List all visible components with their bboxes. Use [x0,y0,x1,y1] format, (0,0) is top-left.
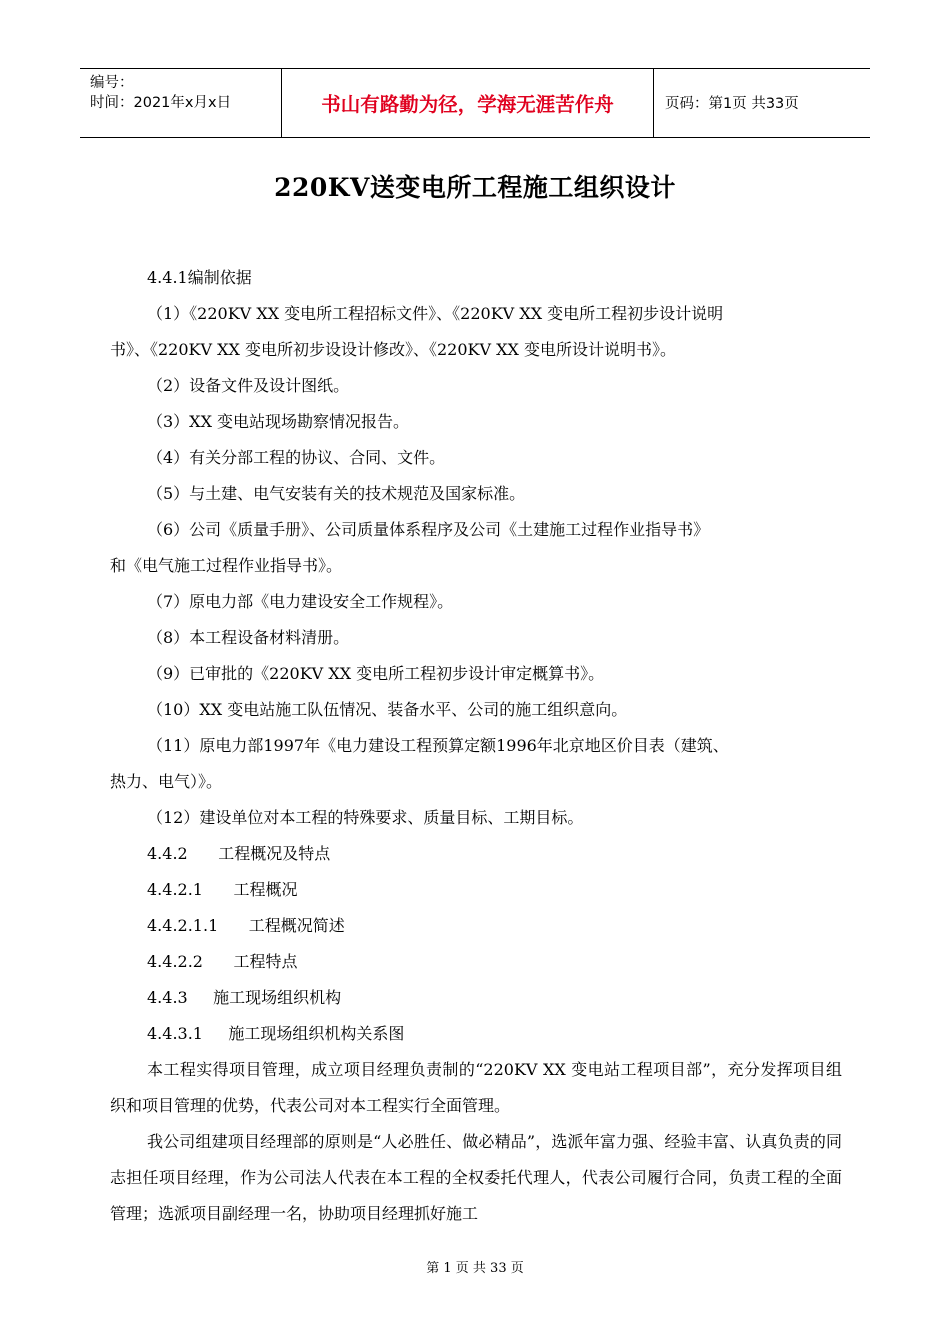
list-item-continuation: 热力、电气）》。 [110,772,223,791]
list-item: （7）原电力部《电力建设安全工作规程》。 [147,592,454,611]
section-heading: 4.4.2.2 工程特点 [147,952,298,971]
section-heading: 4.4.2.1.1 工程概况简述 [147,916,345,935]
section-heading: 4.4.2.1 工程概况 [147,880,298,899]
section-heading: 4.4.2 工程概况及特点 [147,844,331,863]
list-item: （6）公司《质量手册》、公司质量体系程序及公司《土建施工过程作业指导书》 [147,520,710,539]
document-title: 220KV送变电所工程施工组织设计 [274,173,676,202]
body-paragraph: 我公司组建项目经理部的原则是“人必胜任、做必精品”，选派年富力强、经验丰富、认真负责的同志担任项目经理，作为公司法人代表在本工程的全权委托代理人，代表公司履行合同，负责工程的全面管理；选派项目副经理一名，协助项目经理抓好施工 [110,1132,842,1223]
list-item: （2）设备文件及设计图纸。 [147,376,350,395]
list-item-continuation: 书》、《220KV XX 变电所初步设设计修改》、《220KV XX 变电所设计说明书》。 [110,340,677,359]
body-paragraph: 本工程实得项目管理，成立项目经理负责制的“220KV XX 变电站工程项目部”，充分发挥项目组织和项目管理的优势，代表公司对本工程实行全面管理。 [110,1060,842,1115]
document-body [110,260,842,1232]
section-heading: 4.4.3 施工现场组织机构 [147,988,342,1007]
page-footer: 第 1 页 共 33 页 [426,1261,524,1276]
header-meta [80,69,282,137]
list-item: （9）已审批的《220KV XX 变电所工程初步设计审定概算书》。 [147,664,605,683]
list-item: （11）原电力部1997年《电力建设工程预算定额1996年北京地区价目表（建筑、 [147,736,729,755]
list-item: （12）建设单位对本工程的特殊要求、质量目标、工期目标。 [147,808,584,827]
list-item: （8）本工程设备材料清册。 [147,628,350,647]
section-heading: 4.4.1编制依据 [147,268,252,287]
list-item: （3）XX 变电站现场勘察情况报告。 [147,412,410,431]
list-item: （10）XX 变电站施工队伍情况、装备水平、公司的施工组织意向。 [147,700,628,719]
list-item: （1）《220KV XX 变电所工程招标文件》、《220KV XX 变电所工程初步设计说明 [147,304,724,323]
section-heading: 4.4.3.1 施工现场组织机构关系图 [147,1024,405,1043]
number-label: 编号： [90,75,134,91]
page-header [80,68,870,138]
time-label: 时间：2021年x月x日 [90,95,232,111]
header-motto: 书山有路勤为径，学海无涯苦作舟 [282,69,654,137]
header-page-info: 页码：第1页 共33页 [665,96,799,112]
list-item: （5）与土建、电气安装有关的技术规范及国家标准。 [147,484,526,503]
list-item-continuation: 和《电气施工过程作业指导书》。 [110,556,343,575]
list-item: （4）有关分部工程的协议、合同、文件。 [147,448,446,467]
